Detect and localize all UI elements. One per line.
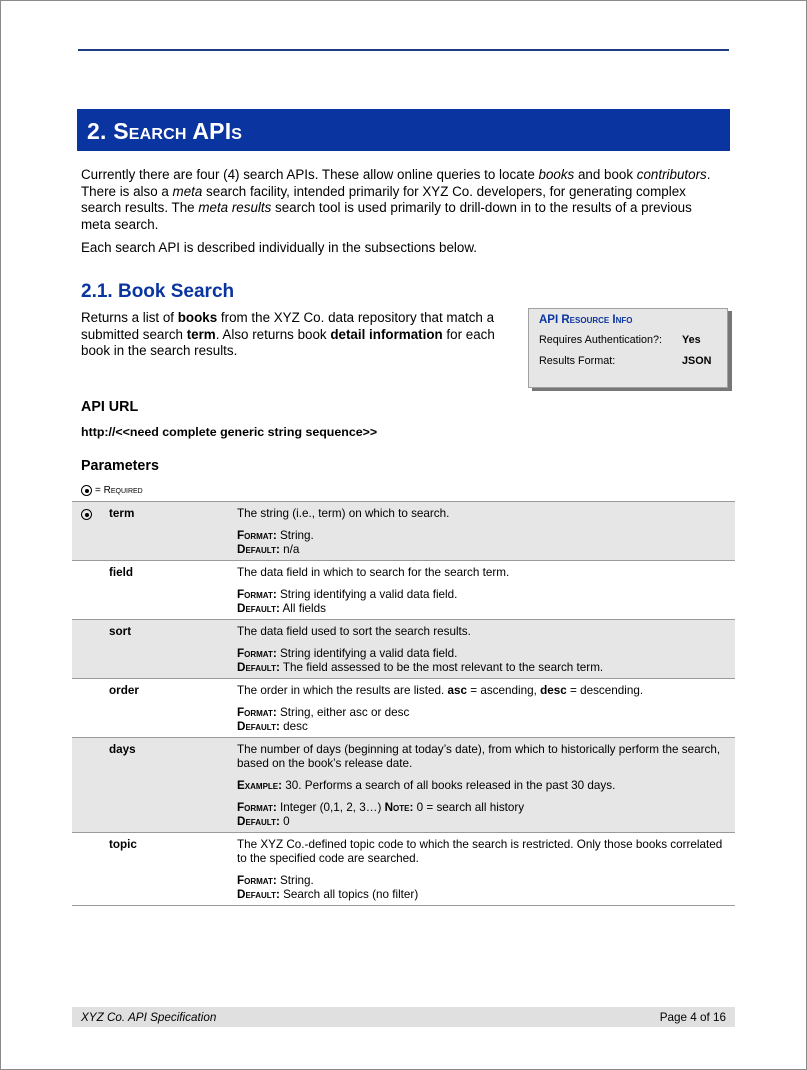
section-title-initial: S bbox=[113, 118, 129, 144]
text-run: The data field used to sort the search results. bbox=[237, 625, 471, 638]
parameter-format bbox=[237, 874, 725, 888]
note-value: 0 = search all history bbox=[416, 801, 525, 814]
default-label: Default: bbox=[237, 888, 280, 901]
parameter-description bbox=[237, 561, 735, 619]
parameter-summary bbox=[237, 838, 725, 866]
parameter-name: field bbox=[109, 566, 134, 579]
parameter-row-term bbox=[72, 502, 735, 561]
note-label: Note: bbox=[384, 801, 414, 814]
required-legend-label: = Required bbox=[95, 485, 143, 496]
info-key: Requires Authentication?: bbox=[539, 334, 663, 346]
parameter-default bbox=[237, 815, 725, 829]
section-title bbox=[113, 118, 242, 144]
parameter-name: term bbox=[109, 507, 135, 520]
intro-paragraph bbox=[81, 167, 721, 233]
default-value: desc bbox=[283, 720, 308, 733]
info-key: Results Format: bbox=[539, 355, 616, 367]
example-label: Example: bbox=[237, 779, 283, 792]
api-url-value: http://<<need complete generic string sequence>> bbox=[81, 425, 378, 439]
parameter-description bbox=[237, 738, 735, 832]
text-run: = ascending, bbox=[467, 684, 541, 697]
parameter-row-sort bbox=[72, 620, 735, 679]
parameter-name: order bbox=[109, 684, 139, 697]
info-row-auth bbox=[539, 334, 717, 346]
info-value: Yes bbox=[682, 334, 701, 346]
format-label: Format: bbox=[237, 647, 277, 660]
format-value: String identifying a valid data field. bbox=[280, 588, 458, 601]
parameter-format bbox=[237, 647, 725, 661]
parameter-default bbox=[237, 888, 725, 902]
default-label: Default: bbox=[237, 661, 280, 674]
parameter-summary bbox=[237, 684, 725, 698]
parameter-row-topic bbox=[72, 833, 735, 906]
required-radio-icon bbox=[81, 509, 92, 520]
info-box-title: API Resource Info bbox=[539, 314, 633, 326]
text-run: from the XYZ Co. data repository that match a submitted search bbox=[81, 310, 495, 342]
default-value: The field assessed to be the most relevant to the search term. bbox=[282, 661, 604, 674]
required-cell bbox=[72, 833, 109, 905]
italic-run: contributors bbox=[636, 167, 707, 182]
required-cell bbox=[72, 738, 109, 832]
text-run: The order in which the results are listed. bbox=[237, 684, 448, 697]
text-run: Currently there are four (4) search APIs. These allow online queries to locate bbox=[81, 167, 539, 182]
bold-run: detail information bbox=[330, 326, 443, 342]
parameter-summary bbox=[237, 566, 725, 580]
parameter-format bbox=[237, 801, 725, 815]
parameter-summary bbox=[237, 507, 725, 521]
text-run: The data field in which to search for the search term. bbox=[237, 566, 510, 579]
parameter-format bbox=[237, 706, 725, 720]
format-label: Format: bbox=[237, 874, 277, 887]
text-run: The number of days (beginning at today’s date), from which to historically perform the search, based on the book’s release date. bbox=[237, 743, 721, 770]
page-footer bbox=[72, 1007, 735, 1027]
format-label: Format: bbox=[237, 801, 277, 814]
parameter-row-field bbox=[72, 561, 735, 620]
format-value: String identifying a valid data field. bbox=[280, 647, 458, 660]
parameter-format bbox=[237, 529, 725, 543]
default-label: Default: bbox=[237, 543, 280, 556]
required-legend bbox=[81, 485, 143, 496]
required-cell bbox=[72, 561, 109, 619]
api-url-heading: API URL bbox=[81, 399, 139, 415]
format-value: String. bbox=[280, 874, 314, 887]
text-run: search facility, intended primarily for XYZ Co. developers, for generating complex search results. The bbox=[81, 183, 686, 215]
text-run: . There is also a bbox=[81, 167, 711, 199]
text-run: for each book in the search results. bbox=[81, 326, 495, 358]
italic-run: meta results bbox=[198, 200, 272, 215]
parameter-name: sort bbox=[109, 625, 132, 638]
bold-run: books bbox=[177, 310, 218, 325]
text-run: The string (i.e., term) on which to search. bbox=[237, 507, 450, 520]
parameter-name: days bbox=[109, 743, 136, 756]
text-run: search tool is used primarily to drill-down in to the results of a previous meta search. bbox=[81, 200, 692, 232]
parameter-example bbox=[237, 779, 725, 793]
example-value: 30. Performs a search of all books released in the past 30 days. bbox=[285, 779, 616, 792]
parameter-description bbox=[237, 502, 735, 560]
parameter-default bbox=[237, 543, 725, 557]
text-run: = descending. bbox=[566, 684, 644, 697]
parameter-default bbox=[237, 661, 725, 675]
parameter-row-order bbox=[72, 679, 735, 738]
parameters-table bbox=[72, 501, 735, 906]
default-label: Default: bbox=[237, 815, 280, 828]
parameter-row-days bbox=[72, 738, 735, 833]
info-value: JSON bbox=[682, 355, 712, 367]
default-value: All fields bbox=[282, 602, 326, 615]
bold-run: asc bbox=[447, 684, 467, 697]
format-label: Format: bbox=[237, 706, 277, 719]
format-value: Integer (0,1, 2, 3…) bbox=[280, 801, 382, 814]
intro-paragraph-2: Each search API is described individually in the subsections below. bbox=[81, 240, 477, 255]
subsection-heading: 2.1. Book Search bbox=[81, 281, 235, 302]
parameter-summary bbox=[237, 743, 725, 771]
format-value: String, either asc or desc bbox=[280, 706, 410, 719]
default-label: Default: bbox=[237, 720, 280, 733]
format-value: String. bbox=[280, 529, 314, 542]
italic-run: books bbox=[538, 167, 575, 182]
parameter-format bbox=[237, 588, 725, 602]
parameter-default bbox=[237, 602, 725, 616]
default-value: Search all topics (no filter) bbox=[283, 888, 419, 901]
text-run: Returns a list of bbox=[81, 310, 178, 325]
format-label: Format: bbox=[237, 588, 277, 601]
api-resource-info-box bbox=[528, 308, 728, 388]
format-label: Format: bbox=[237, 529, 277, 542]
parameter-description bbox=[237, 679, 735, 737]
required-radio-icon bbox=[81, 485, 92, 496]
footer-page-number: Page 4 of 16 bbox=[659, 1010, 726, 1024]
parameter-name: topic bbox=[109, 838, 137, 851]
footer-doc-title: XYZ Co. API Specification bbox=[81, 1010, 217, 1024]
section-heading bbox=[77, 109, 730, 151]
parameter-default bbox=[237, 720, 725, 734]
section-title-rest: earch APIs bbox=[128, 118, 243, 144]
parameters-heading: Parameters bbox=[81, 458, 159, 474]
italic-run: meta bbox=[172, 183, 203, 199]
book-search-description bbox=[81, 310, 513, 360]
text-run: and book bbox=[574, 167, 637, 182]
required-cell bbox=[72, 679, 109, 737]
bold-run: term bbox=[186, 326, 216, 342]
required-cell bbox=[72, 502, 109, 560]
parameter-summary bbox=[237, 625, 725, 639]
text-run: The XYZ Co.-defined topic code to which the search is restricted. Only those books correlated to the specified code are searched. bbox=[237, 838, 723, 865]
info-row-format bbox=[539, 355, 717, 367]
header-rule bbox=[78, 49, 729, 51]
parameter-description bbox=[237, 833, 735, 905]
parameter-description bbox=[237, 620, 735, 678]
text-run: . Also returns book bbox=[215, 326, 331, 342]
required-cell bbox=[72, 620, 109, 678]
bold-run: desc bbox=[540, 684, 567, 697]
section-number: 2. bbox=[87, 118, 107, 144]
default-label: Default: bbox=[237, 602, 280, 615]
default-value: n/a bbox=[283, 543, 300, 556]
default-value: 0 bbox=[283, 815, 290, 828]
